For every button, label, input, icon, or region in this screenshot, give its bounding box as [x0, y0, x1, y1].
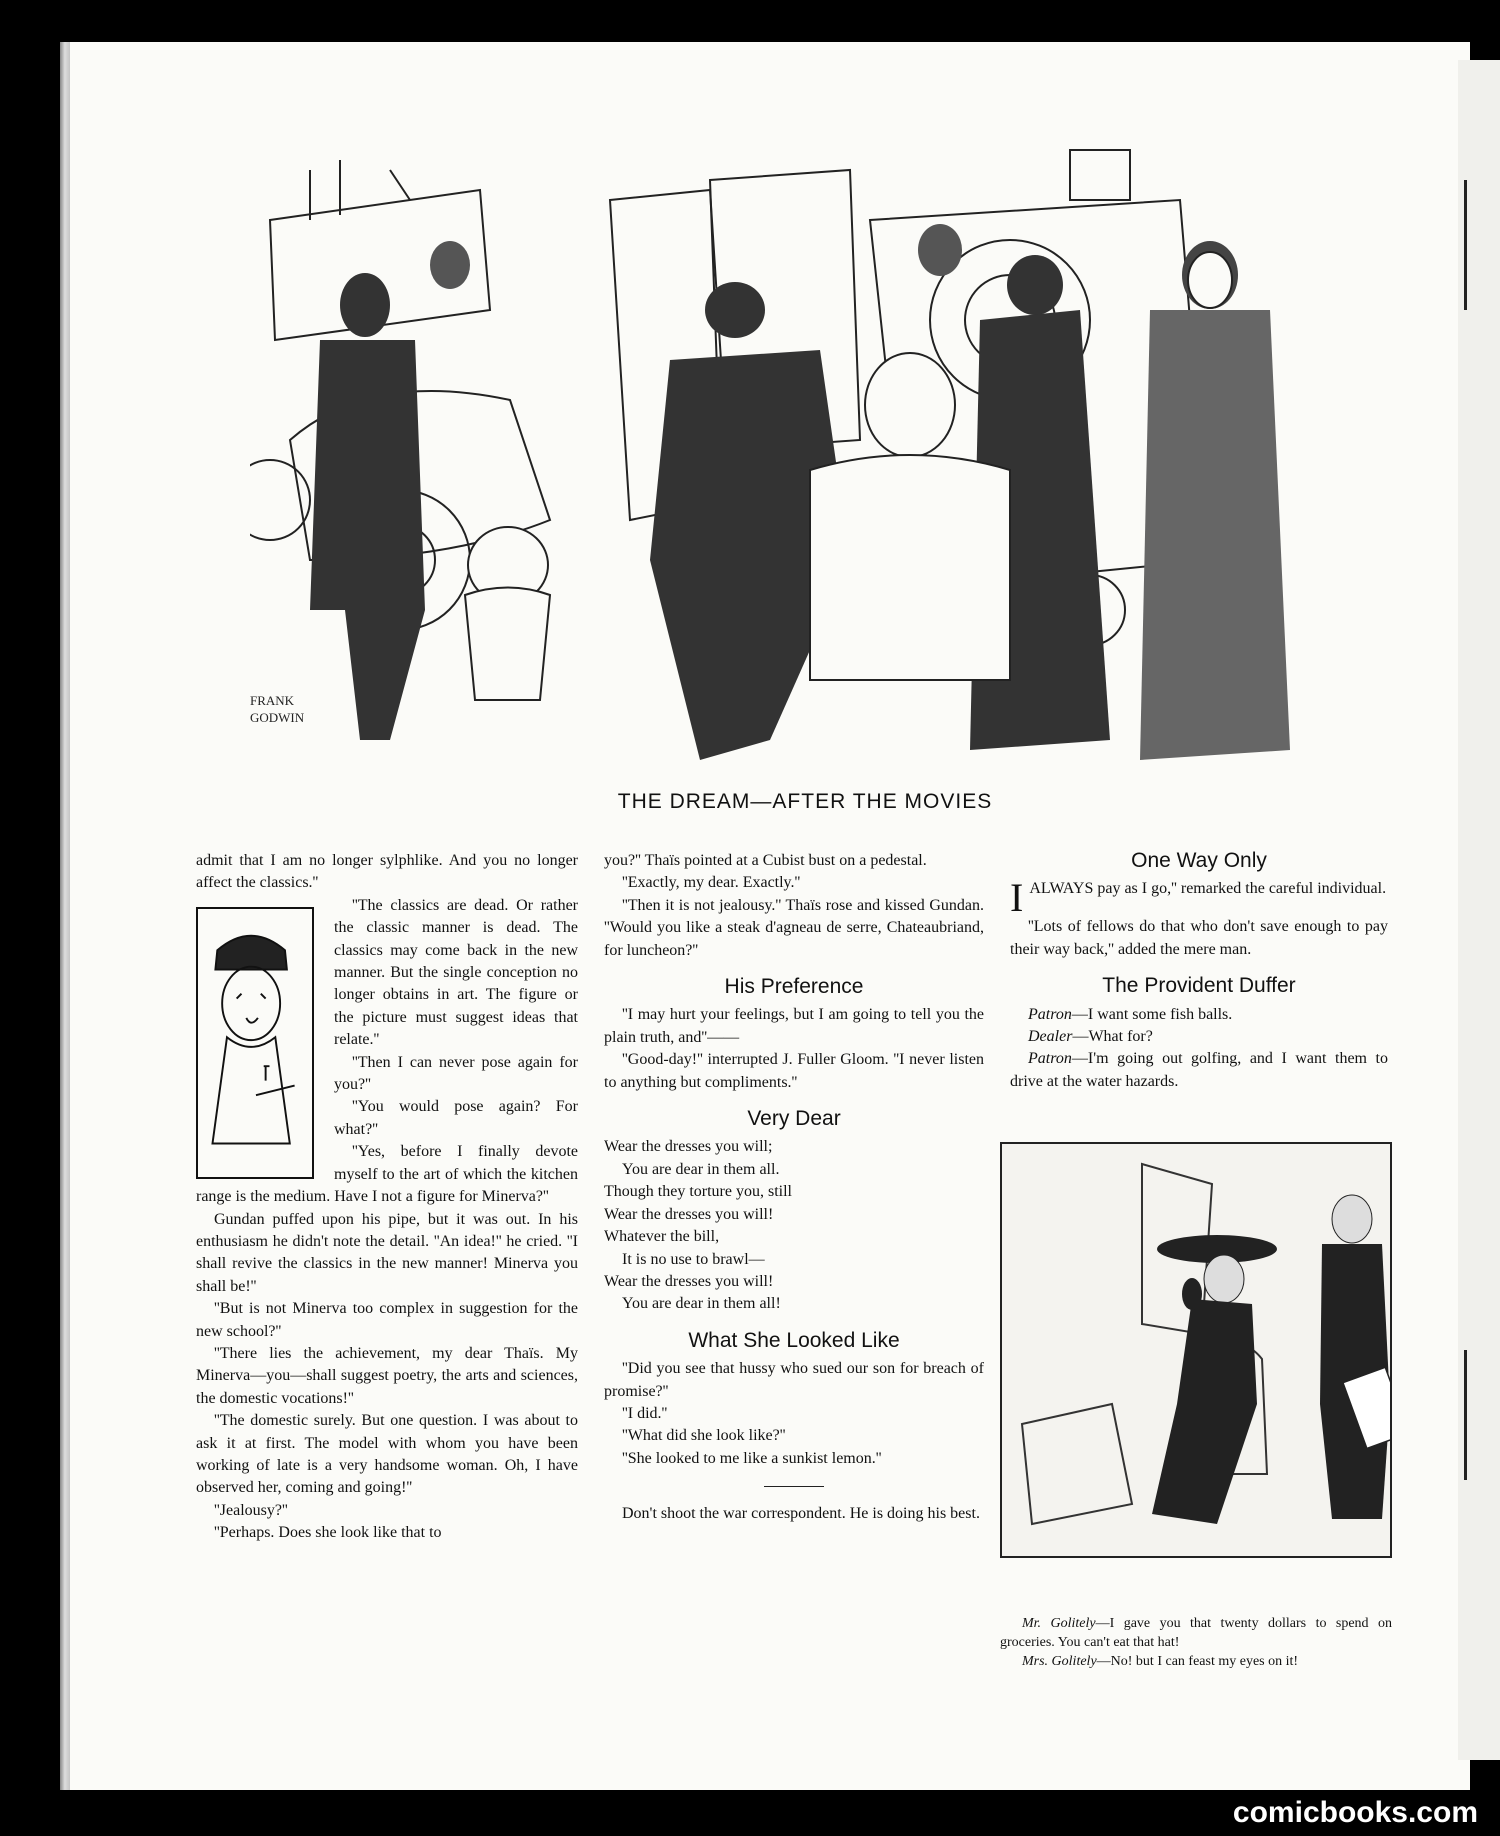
poem-line: Whatever the bill,: [604, 1228, 720, 1246]
joke-paragraph: ''Lots of fellows do that who don't save enough to pay their way back,'' added the mere man.: [1010, 918, 1388, 958]
next-page-edge: [1458, 60, 1500, 1760]
main-illustration: [250, 140, 1370, 775]
illustration-caption: THE DREAM—AFTER THE MOVIES: [617, 790, 993, 813]
column-3: [1010, 850, 1388, 1093]
story-paragraph: ''Perhaps. Does she look like that to: [214, 1524, 442, 1542]
story-paragraph: ''Yes, before I finally devote myself to the art of which the kitchen range is the medium. Have I not a figure for Minerva?'': [196, 1143, 578, 1206]
poem-line: Wear the dresses you will;: [604, 1138, 773, 1156]
joke-paragraph: ''I did.'': [622, 1404, 668, 1422]
inset-caricature: [196, 907, 314, 1179]
story-paragraph: ''Then it is not jealousy.'' Thaïs rose and kissed Gundan. ''Would you like a steak d'agneau de serre, Chateaubriand, for luncheon?'': [604, 896, 984, 959]
poem-very-dear: [604, 1136, 984, 1315]
heading-his-preference: His Preference: [724, 975, 864, 999]
story-paragraph: ''The domestic surely. But one question. I was about to ask it at first. The model with whom you have been working of late is a very handsome woman. Oh, I have observed her, coming and going!'': [196, 1412, 578, 1497]
dialogue-line: Patron—I want some fish balls.: [1028, 1005, 1233, 1023]
speaker: Dealer: [1028, 1028, 1073, 1046]
story-paragraph: ''You would pose again? For what?'': [334, 1098, 578, 1138]
story-paragraph: ''The classics are dead. Or rather the classic manner is dead. The classics may come back in the new manner. But the single conception no longer obtains in art. The figure or the picture must suggest ideas that relate.'': [334, 896, 578, 1049]
speaker: Patron: [1028, 1050, 1072, 1068]
joke-paragraph: ''Good-day!'' interrupted J. Fuller Gloom. ''I never listen to anything but compliments.'': [604, 1051, 984, 1091]
poem-line: Wear the dresses you will!: [604, 1205, 774, 1223]
drop-cap: I: [1010, 875, 1024, 921]
story-paragraph: ''Jealousy?'': [214, 1501, 288, 1519]
caption-line: Mr. Golitely—I gave you that twenty dollars to spend on groceries. You can't eat that hat!: [1000, 1616, 1393, 1650]
poem-line: Wear the dresses you will!: [604, 1272, 774, 1290]
cartoon-illustration: [1000, 1142, 1392, 1558]
divider: [764, 1486, 824, 1487]
heading-one-way-only: One Way Only: [1131, 849, 1267, 872]
artist-signature-line1: FRANK: [250, 693, 295, 708]
joke-paragraph: ''I may hurt your feelings, but I am going to tell you the plain truth, and''——: [604, 1006, 984, 1046]
column-2: [604, 850, 984, 1526]
heading-what-she-looked-like: What She Looked Like: [688, 1328, 900, 1352]
poem-line: It is no use to brawl—: [622, 1250, 765, 1268]
artist-signature-line2: GODWIN: [250, 710, 305, 725]
joke-paragraph: ''What did she look like?'': [622, 1427, 786, 1445]
heading-provident-duffer: The Provident Duffer: [1102, 974, 1296, 998]
story-paragraph: Gundan puffed upon his pipe, but it was out. In his enthusiasm he didn't note the detail. ''An idea!'' he cried. ''I shall revive the classics in the new manner! Minerva you shall be!'': [196, 1210, 578, 1295]
heading-very-dear: Very Dear: [747, 1107, 841, 1131]
story-paragraph: ''Then I can never pose again for you?'': [334, 1053, 578, 1094]
cartoon-caption: [1000, 1614, 1392, 1671]
dialogue-line: Dealer—What for?: [1028, 1028, 1153, 1046]
joke-paragraph: ''Did you see that hussy who sued our son for breach of promise?'': [604, 1360, 984, 1400]
joke-paragraph: ALWAYS pay as I go,'' remarked the careful individual.: [1029, 880, 1387, 898]
poem-line: Though they torture you, still: [604, 1183, 792, 1201]
poem-line: You are dear in them all!: [622, 1295, 781, 1313]
speaker: Mr. Golitely: [1022, 1616, 1096, 1631]
speaker: Mrs. Golitely: [1022, 1654, 1097, 1669]
joke-paragraph: ''She looked to me like a sunkist lemon.'': [622, 1449, 882, 1467]
speaker: Patron: [1028, 1005, 1072, 1023]
story-paragraph: ''But is not Minerva too complex in suggestion for the new school?'': [196, 1300, 578, 1340]
joke-paragraph: Don't shoot the war correspondent. He is doing his best.: [622, 1505, 980, 1523]
dialogue-line: Patron—I'm going out golfing, and I want them to drive at the water hazards.: [1010, 1050, 1388, 1090]
caption-line: Mrs. Golitely—No! but I can feast my eyes on it!: [1022, 1654, 1299, 1669]
watermark: comicbooks.com: [1232, 1796, 1478, 1829]
story-paragraph: ''Exactly, my dear. Exactly.'': [622, 874, 801, 892]
story-paragraph: admit that I am no longer sylphlike. And you no longer affect the classics.'': [196, 852, 578, 892]
story-paragraph: you?'' Thaïs pointed at a Cubist bust on a pedestal.: [604, 852, 927, 869]
poem-line: You are dear in them all.: [622, 1160, 780, 1178]
column-1: [196, 850, 578, 1545]
story-paragraph: ''There lies the achievement, my dear Thaïs. My Minerva—you—shall suggest poetry, the arts and sciences, the domestic vocations!'': [196, 1344, 578, 1407]
